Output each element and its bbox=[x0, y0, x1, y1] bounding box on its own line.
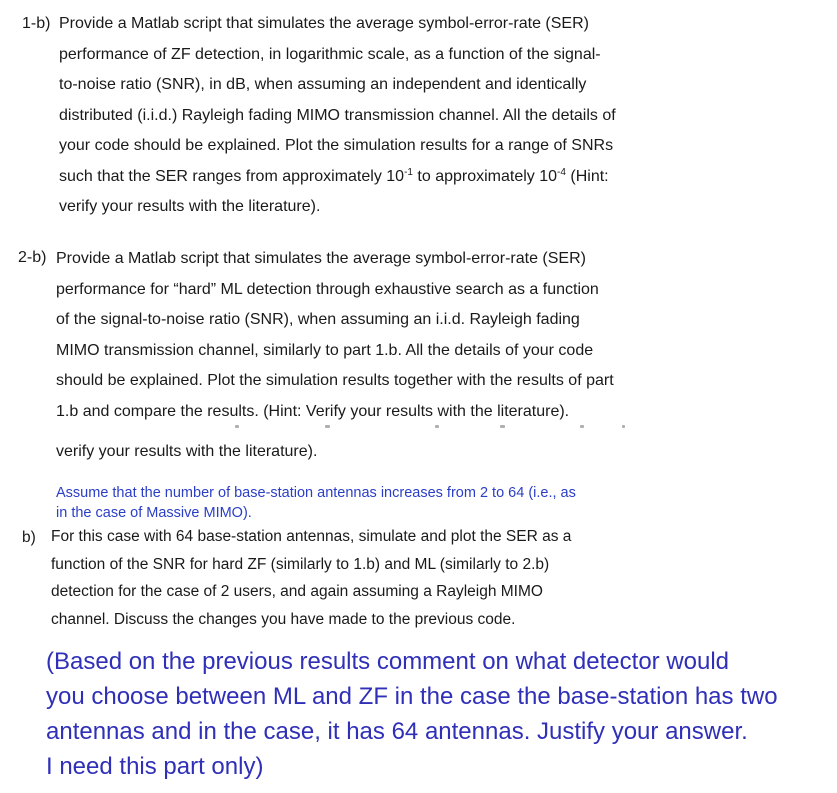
hint-text: (Hint: bbox=[565, 167, 609, 185]
comment-request bbox=[46, 644, 831, 784]
text-line: distributed (i.i.d.) Rayleigh fading MIMO transmission channel. All the details of bbox=[59, 106, 616, 124]
text-line: should be explained. Plot the simulation results together with the results of part bbox=[56, 372, 614, 389]
text-line: verify your results with the literature). bbox=[59, 198, 321, 215]
text-line bbox=[59, 162, 675, 193]
cropped-text-remnant bbox=[210, 425, 630, 431]
text-line: Assume that the number of base-station antennas increases from 2 to 64 (i.e., as bbox=[56, 485, 576, 501]
text-line: channel. Discuss the changes you have made to the previous code. bbox=[51, 610, 516, 628]
text-line: MIMO transmission channel, similarly to part 1.b. All the details of your code bbox=[56, 341, 594, 359]
ser-range-text: such that the SER ranges from approximately 10 bbox=[59, 167, 405, 185]
question-2b-text bbox=[56, 244, 671, 427]
text-line: performance of ZF detection, in logarithmic scale, as a function of the signal- bbox=[59, 45, 601, 63]
massive-mimo-assumption bbox=[56, 483, 656, 523]
question-b-label: b) bbox=[22, 529, 36, 546]
question-b-text bbox=[51, 523, 651, 633]
text-line: (Based on the previous results comment on what detector would bbox=[46, 648, 730, 675]
text-line: 1.b and compare the results. (Hint: Verify your results with the literature). bbox=[56, 402, 570, 420]
repeated-hint-line bbox=[56, 437, 317, 468]
text-line: your code should be explained. Plot the simulation results for a range of SNRs bbox=[59, 137, 614, 154]
text-line: I need this part only) bbox=[46, 753, 264, 780]
text-line: to-noise ratio (SNR), in dB, when assuming an independent and identically bbox=[59, 76, 587, 93]
text-line: in the case of Massive MIMO). bbox=[56, 505, 252, 521]
text-line: antennas and in the case, it has 64 antennas. Justify your answer. bbox=[46, 718, 748, 745]
text-line: For this case with 64 base-station antennas, simulate and plot the SER as a bbox=[51, 528, 572, 545]
question-1b-text bbox=[59, 9, 675, 223]
text-line: detection for the case of 2 users, and again assuming a Rayleigh MIMO bbox=[51, 583, 543, 600]
text-line: Provide a Matlab script that simulates the average symbol-error-rate (SER) bbox=[59, 15, 589, 32]
text-line: verify your results with the literature). bbox=[56, 443, 318, 460]
text-line: of the signal-to-noise ratio (SNR), when assuming an i.i.d. Rayleigh fading bbox=[56, 311, 580, 328]
text-line: Provide a Matlab script that simulates the average symbol-error-rate (SER) bbox=[56, 250, 586, 267]
ser-range-text: to approximately 10 bbox=[412, 167, 558, 185]
text-line: performance for “hard” ML detection through exhaustive search as a function bbox=[56, 280, 599, 298]
exponent: -1 bbox=[404, 166, 413, 178]
question-1b-label: 1-b) bbox=[22, 15, 51, 32]
question-2b-label: 2-b) bbox=[18, 249, 47, 266]
exponent: -4 bbox=[557, 166, 566, 178]
text-line: function of the SNR for hard ZF (similarly to 1.b) and ML (similarly to 2.b) bbox=[51, 555, 550, 573]
text-line: you choose between ML and ZF in the case the base-station has two bbox=[46, 683, 778, 710]
